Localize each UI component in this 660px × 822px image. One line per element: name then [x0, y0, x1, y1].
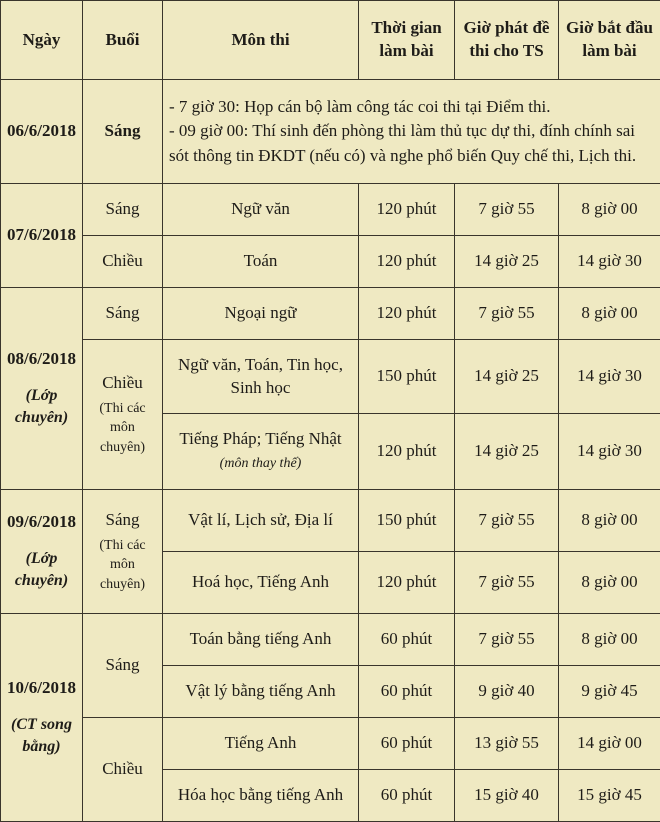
subject-cell: Toán	[163, 236, 359, 288]
duration-cell: 120 phút	[359, 236, 455, 288]
subject-cell: Hóa học bằng tiếng Anh	[163, 770, 359, 822]
table-row	[1, 184, 660, 236]
session-note: (Thi các môn chuyên)	[87, 399, 158, 458]
header-session: Buổi	[83, 1, 163, 80]
start-time-cell: 8 giờ 00	[559, 184, 660, 236]
subject-cell: Hoá học, Tiếng Anh	[163, 552, 359, 614]
start-time-cell: 8 giờ 00	[559, 552, 660, 614]
table-row	[1, 80, 660, 184]
table-row	[1, 718, 660, 770]
release-time-cell: 14 giờ 25	[455, 414, 559, 490]
release-time-cell: 14 giờ 25	[455, 340, 559, 414]
table-row	[1, 614, 660, 666]
subject-cell: Vật lý bằng tiếng Anh	[163, 666, 359, 718]
table-row	[1, 236, 660, 288]
duration-cell: 60 phút	[359, 666, 455, 718]
duration-cell: 120 phút	[359, 184, 455, 236]
date-note: (Lớp chuyên)	[5, 385, 78, 428]
start-time-cell: 14 giờ 00	[559, 718, 660, 770]
duration-cell: 120 phút	[359, 288, 455, 340]
date-cell	[1, 184, 83, 288]
date-cell	[1, 288, 83, 490]
date-text: 09/6/2018	[7, 512, 76, 531]
release-time-cell: 7 giờ 55	[455, 614, 559, 666]
date-cell	[1, 80, 83, 184]
start-time-cell: 14 giờ 30	[559, 236, 660, 288]
duration-cell: 150 phút	[359, 340, 455, 414]
start-time-cell: 9 giờ 45	[559, 666, 660, 718]
header-start-time: Giờ bắt đầu làm bài	[559, 1, 660, 80]
header-subject: Môn thi	[163, 1, 359, 80]
release-time-cell: 7 giờ 55	[455, 490, 559, 552]
start-time-cell: 15 giờ 45	[559, 770, 660, 822]
subject-text: Tiếng Pháp; Tiếng Nhật	[179, 429, 341, 448]
subject-cell	[163, 414, 359, 490]
date-note: (Lớp chuyên)	[5, 548, 78, 591]
table-row	[1, 490, 660, 552]
subject-cell: Tiếng Anh	[163, 718, 359, 770]
info-cell	[163, 80, 660, 184]
session-cell: Chiều	[83, 718, 163, 822]
subject-cell: Vật lí, Lịch sử, Địa lí	[163, 490, 359, 552]
header-release-time: Giờ phát đề thi cho TS	[455, 1, 559, 80]
release-time-cell: 13 giờ 55	[455, 718, 559, 770]
release-time-cell: 14 giờ 25	[455, 236, 559, 288]
release-time-cell: 7 giờ 55	[455, 552, 559, 614]
header-duration: Thời gian làm bài	[359, 1, 455, 80]
session-cell	[83, 340, 163, 490]
session-text: Chiều	[102, 373, 143, 392]
date-text: 10/6/2018	[7, 678, 76, 697]
subject-cell: Toán bằng tiếng Anh	[163, 614, 359, 666]
session-cell: Sáng	[83, 288, 163, 340]
session-cell	[83, 490, 163, 614]
release-time-cell: 9 giờ 40	[455, 666, 559, 718]
start-time-cell: 8 giờ 00	[559, 614, 660, 666]
header-row	[1, 1, 660, 80]
start-time-cell: 8 giờ 00	[559, 288, 660, 340]
subject-note: (môn thay thế)	[220, 456, 302, 471]
duration-cell: 60 phút	[359, 718, 455, 770]
subject-cell: Ngoại ngữ	[163, 288, 359, 340]
session-text: Sáng	[106, 510, 140, 529]
table-row	[1, 340, 660, 414]
start-time-cell: 14 giờ 30	[559, 414, 660, 490]
date-cell	[1, 490, 83, 614]
subject-cell: Ngữ văn, Toán, Tin học, Sinh học	[163, 340, 359, 414]
duration-cell: 150 phút	[359, 490, 455, 552]
subject-cell: Ngữ văn	[163, 184, 359, 236]
session-cell: Sáng	[83, 80, 163, 184]
date-note: (CT song bằng)	[5, 714, 78, 757]
table-row	[1, 288, 660, 340]
duration-cell: 120 phút	[359, 552, 455, 614]
release-time-cell: 7 giờ 55	[455, 288, 559, 340]
release-time-cell: 7 giờ 55	[455, 184, 559, 236]
session-note: (Thi các môn chuyên)	[87, 536, 158, 595]
date-text: 07/6/2018	[7, 225, 76, 244]
duration-cell: 120 phút	[359, 414, 455, 490]
header-day: Ngày	[1, 1, 83, 80]
date-text: 06/6/2018	[7, 121, 76, 140]
release-time-cell: 15 giờ 40	[455, 770, 559, 822]
session-cell: Sáng	[83, 614, 163, 718]
session-cell: Sáng	[83, 184, 163, 236]
info-line: - 09 giờ 00: Thí sinh đến phòng thi làm thủ tục dự thi, đính chính sai sót thông tin ĐKDT (nếu có) và nghe phổ biến Quy chế thi, Lịch thi.	[169, 119, 654, 168]
date-cell	[1, 614, 83, 822]
start-time-cell: 14 giờ 30	[559, 340, 660, 414]
duration-cell: 60 phút	[359, 614, 455, 666]
session-cell: Chiều	[83, 236, 163, 288]
info-line: - 7 giờ 30: Họp cán bộ làm công tác coi thi tại Điểm thi.	[169, 95, 654, 120]
date-text: 08/6/2018	[7, 349, 76, 368]
start-time-cell: 8 giờ 00	[559, 490, 660, 552]
duration-cell: 60 phút	[359, 770, 455, 822]
